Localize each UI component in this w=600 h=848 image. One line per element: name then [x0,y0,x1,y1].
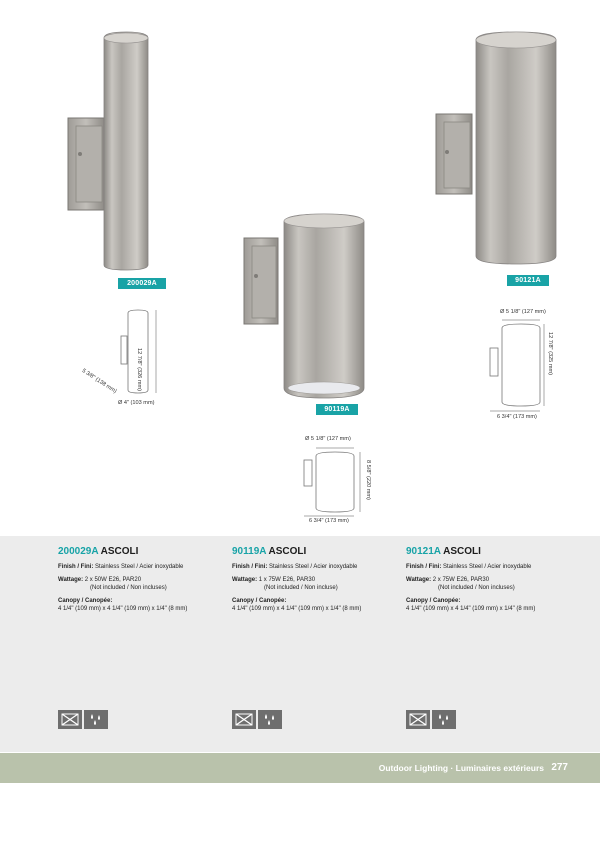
finish-label: Finish / Fini: [232,564,268,570]
page-number: 277 [551,762,568,773]
wattage-note: (Not included / Non incluse) [264,585,338,591]
product-code-tag: 90119A [316,404,358,415]
product-info-band [0,536,600,752]
dimension-diameter-label: Ø 5 1/8" (127 mm) [500,309,546,315]
wattage-label: Wattage: [232,577,258,583]
product-name: ASCOLI [443,546,481,557]
finish-line [406,563,576,571]
finish-value: Stainless Steel / Acier inoxydable [443,564,532,570]
canopy-value: 4 1/4" (109 mm) x 4 1/4" (109 mm) x 1/4" (8 mm) [232,606,362,612]
wattage-value: 2 x 50W E26, PAR20 [84,577,142,583]
icon-group [58,710,118,730]
product-spec-200029a [58,546,228,613]
dimension-depth-label: 5 3/8" (138 mm) [80,368,118,395]
finish-line [232,563,402,571]
page-footer [0,753,600,783]
canopy-value: 4 1/4" (109 mm) x 4 1/4" (109 mm) x 1/4" (8 mm) [406,606,536,612]
finish-line [58,563,228,571]
canopy-label: Canopy / Canopée: [232,598,287,604]
dimension-height-label: 12 7/8" (325 mm) [547,332,553,376]
dimension-height-label: 8 5/8" (220 mm) [365,460,371,500]
product-title [232,546,402,557]
dimension-diameter-label: Ø 5 1/8" (127 mm) [305,436,351,442]
product-name: ASCOLI [268,546,307,557]
wattage-line [58,576,228,584]
wattage-note: (Not included / Non incluses) [90,585,167,591]
product-code: 90121A [406,546,441,557]
wet-location-icon [258,710,282,729]
product-code: 90119A [232,546,267,557]
finish-value: Stainless Steel / Acier inoxydable [95,564,184,570]
finish-value: Stainless Steel / Acier inoxydable [269,564,358,570]
footer-section-title: Outdoor Lighting · Luminaires extérieurs [378,763,544,773]
product-code-tag: 90121A [507,275,549,286]
icon-group [232,710,292,730]
dimension-drawing-90119a [302,446,364,518]
wattage-value: 2 x 75W E26, PAR30 [432,577,490,583]
finish-label: Finish / Fini: [58,564,94,570]
canopy-label: Canopy / Canopée: [58,598,113,604]
product-photo-90119a [238,212,368,404]
no-direct-mount-icon [406,710,430,729]
product-photo-90121a [432,30,562,266]
finish-label: Finish / Fini: [406,564,442,570]
product-photo-200029a [66,30,176,275]
product-name: ASCOLI [100,546,139,557]
product-title [406,546,576,557]
no-direct-mount-icon [232,710,256,729]
dimension-drawing-90121a [488,318,546,414]
wattage-line [406,576,576,584]
icon-group [406,710,466,730]
no-direct-mount-icon [58,710,82,729]
wattage-line [232,576,402,584]
product-spec-90119a [232,546,402,613]
wattage-value: 1 x 75W E26, PAR30 [258,577,316,583]
dimension-diameter-label: Ø 4" (103 mm) [118,400,155,406]
canopy-label: Canopy / Canopée: [406,598,461,604]
dimension-height-label: 12 7/8" (326 mm) [136,348,142,392]
canopy-value: 4 1/4" (109 mm) x 4 1/4" (109 mm) x 1/4" (8 mm) [58,606,188,612]
dimension-depth-label: 6 3/4" (173 mm) [497,414,537,420]
wattage-label: Wattage: [406,577,432,583]
wet-location-icon [84,710,108,729]
product-title [58,546,228,557]
product-code: 200029A [58,546,99,557]
dimension-depth-label: 6 3/4" (173 mm) [309,518,349,524]
wet-location-icon [432,710,456,729]
product-code-tag: 200029A [118,278,166,289]
wattage-label: Wattage: [58,577,84,583]
wattage-note: (Not included / Non incluses) [438,585,515,591]
product-spec-90121a [406,546,576,613]
